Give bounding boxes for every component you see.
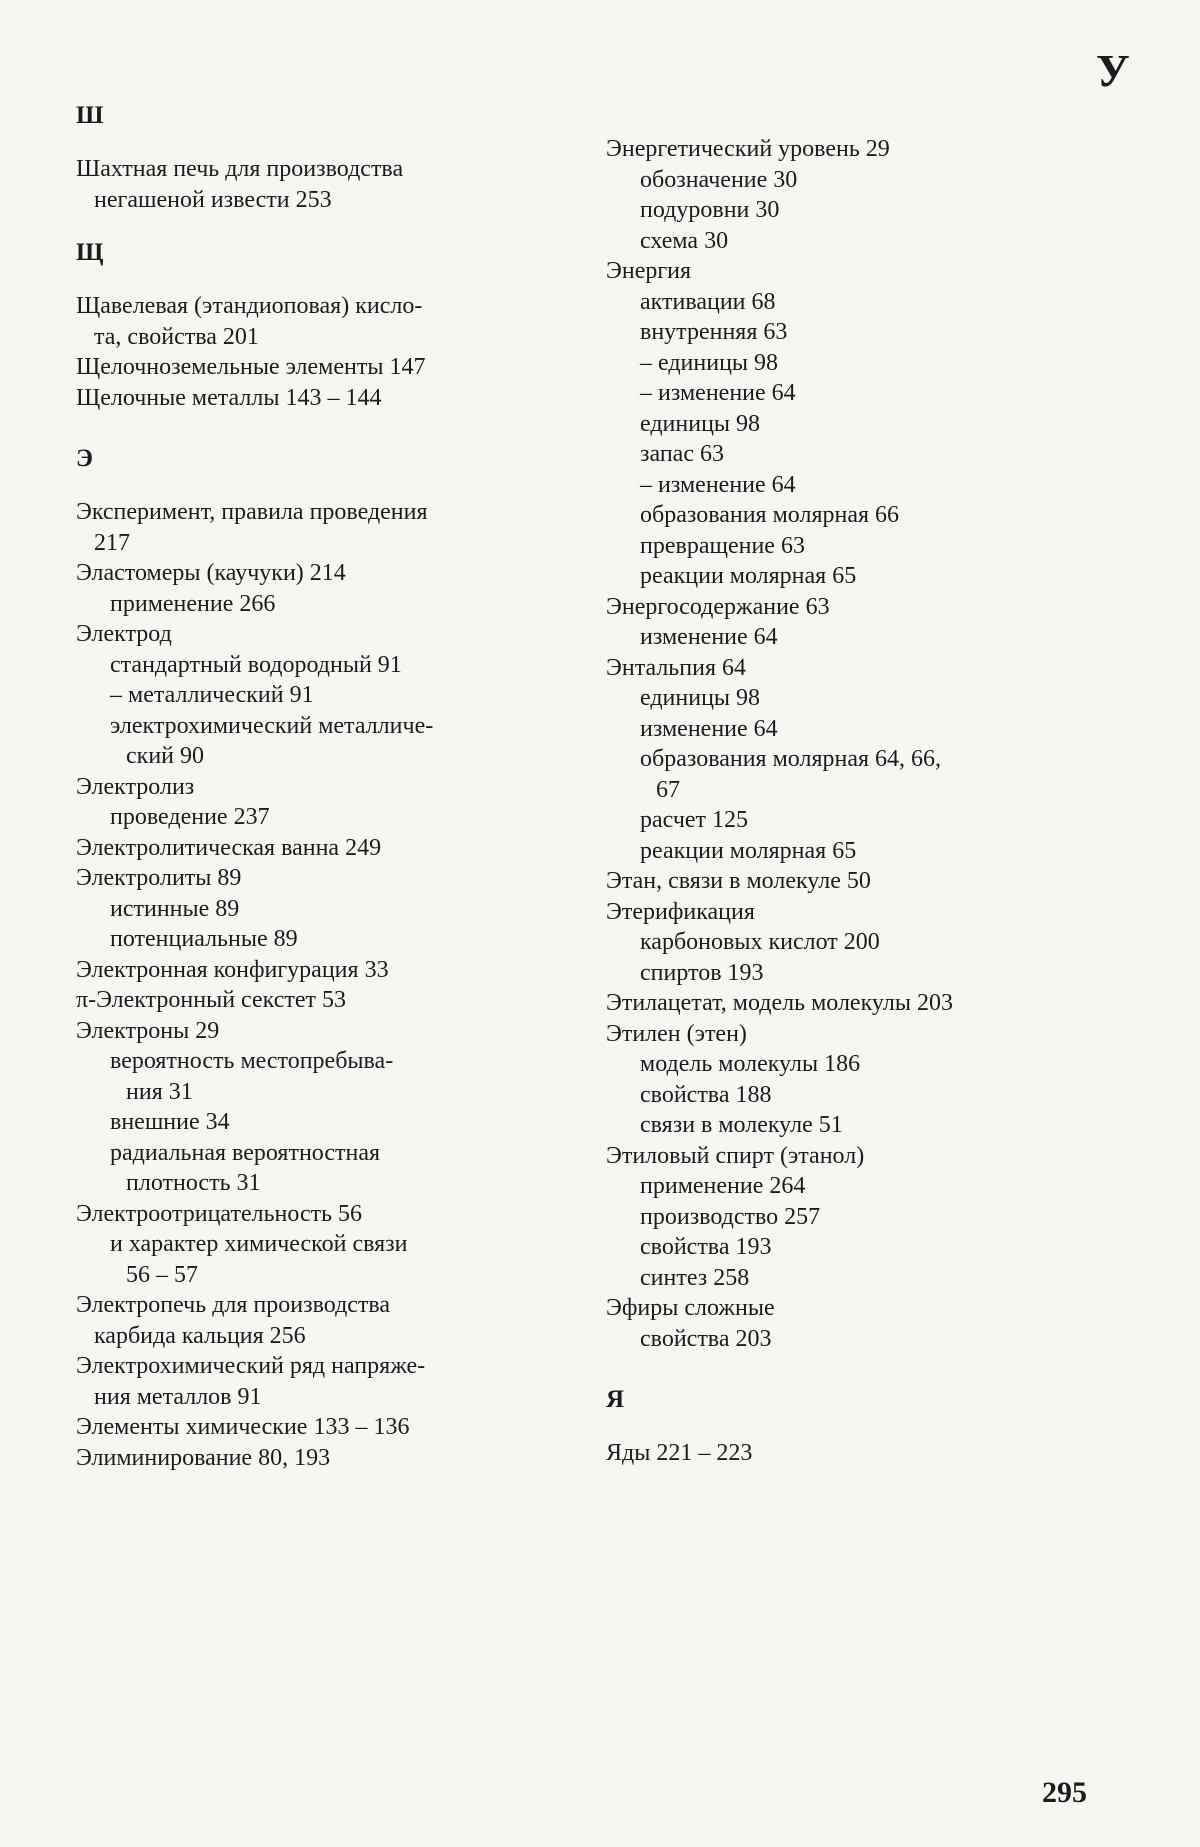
- index-entry: Эластомеры (каучуки) 214: [76, 560, 346, 586]
- index-subentry: свойства 203: [640, 1325, 772, 1352]
- index-subentry: активации 68: [640, 288, 776, 315]
- section-ya-entries: [606, 1438, 1126, 1469]
- index-subentry: свойства 193: [640, 1234, 772, 1260]
- index-entry: Энергетический уровень 29: [606, 136, 890, 162]
- index-subentry: радиальная вероятностная: [110, 1139, 381, 1166]
- section-e-entries-continued: [606, 134, 1126, 1354]
- index-subentry: применение 264: [640, 1173, 806, 1199]
- index-entry: Энергосодержание 63: [606, 593, 830, 620]
- index-entry: Этилен (этен): [606, 1020, 747, 1047]
- section-sha-entries: [76, 154, 536, 215]
- index-subentry: реакции молярная 65: [640, 563, 857, 589]
- index-entry: Электроотрицательность 56: [76, 1200, 363, 1227]
- index-subentry: схема 30: [640, 227, 729, 254]
- index-entry: Электролитическая ванна 249: [76, 834, 382, 861]
- index-subentry-continuation: ния 31: [126, 1078, 193, 1105]
- index-entry: Элиминирование 80, 193: [76, 1444, 331, 1471]
- index-entry: Электролиты 89: [76, 865, 242, 891]
- index-entry: Электронная конфигурация 33: [76, 956, 389, 983]
- index-subentry: – изменение 64: [640, 471, 796, 498]
- index-subentry: единицы 98: [640, 685, 761, 711]
- index-entry: Щавелевая (этандиоповая) кисло-: [76, 293, 423, 319]
- index-subentry: спиртов 193: [640, 959, 764, 986]
- index-entry: Шахтная печь для производства: [76, 156, 404, 182]
- index-column-right: [606, 134, 1126, 1469]
- index-entry: Энергия: [606, 258, 692, 284]
- index-subentry: образования молярная 64, 66,: [640, 746, 942, 772]
- index-entry: Энтальпия 64: [606, 654, 746, 681]
- section-letter-shcha: Щ: [76, 239, 104, 266]
- index-subentry-continuation: плотность 31: [126, 1170, 261, 1196]
- index-subentry: свойства 188: [640, 1081, 772, 1108]
- section-shcha-entries: [76, 291, 536, 413]
- index-entry: Элементы химические 133 – 136: [76, 1414, 410, 1440]
- index-subentry: модель молекулы 186: [640, 1051, 861, 1077]
- index-subentry: подуровни 30: [640, 197, 780, 223]
- index-entry-continuation: та, свойства 201: [94, 323, 259, 350]
- index-entry: Щелочные металлы 143 – 144: [76, 384, 382, 411]
- index-subentry: изменение 64: [640, 624, 778, 650]
- index-subentry: и характер химической связи: [110, 1231, 408, 1257]
- section-letter-e: Э: [76, 445, 93, 472]
- index-subentry: – металлический 91: [110, 682, 314, 708]
- index-subentry: связи в молекуле 51: [640, 1112, 843, 1138]
- index-entry: Эфиры сложные: [606, 1295, 775, 1321]
- index-entry-continuation: ния металлов 91: [94, 1383, 262, 1410]
- index-entry: Этерификация: [606, 898, 755, 925]
- index-entry: Этилацетат, модель молекулы 203: [606, 990, 953, 1016]
- section-e-entries: [76, 497, 536, 1473]
- section-letter-sha: Ш: [76, 102, 104, 129]
- index-subentry: изменение 64: [640, 715, 778, 742]
- index-entry: Электрохимический ряд напряже-: [76, 1353, 426, 1379]
- index-subentry: производство 257: [640, 1203, 821, 1230]
- index-entry-continuation: карбида кальция 256: [94, 1322, 306, 1349]
- index-entry: π-Электронный секстет 53: [76, 987, 346, 1013]
- index-subentry: электрохимический металличе-: [110, 712, 434, 739]
- corner-letter-mark: У: [1096, 45, 1130, 96]
- index-subentry: синтез 258: [640, 1264, 750, 1291]
- index-subentry: истинные 89: [110, 895, 240, 922]
- index-subentry: применение 266: [110, 590, 276, 617]
- index-subentry: карбоновых кислот 200: [640, 929, 880, 955]
- index-subentry: – изменение 64: [640, 380, 796, 406]
- index-entry: Электролиз: [76, 773, 195, 800]
- index-column-left: [76, 96, 536, 1473]
- index-subentry: единицы 98: [640, 410, 761, 437]
- index-subentry: расчет 125: [640, 807, 749, 833]
- index-subentry: стандартный водородный 91: [110, 651, 402, 678]
- index-subentry: реакции молярная 65: [640, 837, 857, 864]
- index-entry: Электроны 29: [76, 1017, 220, 1044]
- index-entry: Этиловый спирт (этанол): [606, 1142, 865, 1169]
- index-subentry: обозначение 30: [640, 166, 798, 193]
- index-subentry: проведение 237: [110, 804, 270, 830]
- index-subentry: внутренняя 63: [640, 319, 788, 345]
- index-subentry: запас 63: [640, 441, 724, 467]
- index-entry: Этан, связи в молекуле 50: [606, 868, 871, 894]
- index-entry: Эксперимент, правила проведения: [76, 499, 428, 525]
- index-subentry: вероятность местопребыва-: [110, 1048, 394, 1074]
- index-subentry-continuation: 56 – 57: [126, 1261, 198, 1288]
- index-entry: Яды 221 – 223: [606, 1440, 753, 1466]
- index-subentry: потенциальные 89: [110, 926, 298, 952]
- index-entry: Электропечь для производства: [76, 1292, 391, 1318]
- index-subentry-continuation: 67: [656, 776, 680, 803]
- index-entry: Щелочноземельные элементы 147: [76, 354, 426, 380]
- index-entry-continuation: негашеной извести 253: [94, 186, 332, 213]
- section-letter-ya: Я: [606, 1386, 625, 1413]
- index-subentry-continuation: ский 90: [126, 743, 204, 769]
- page-number: 295: [1042, 1776, 1087, 1809]
- index-subentry: образования молярная 66: [640, 502, 900, 528]
- index-subentry: – единицы 98: [640, 349, 779, 376]
- index-subentry: внешние 34: [110, 1109, 230, 1135]
- index-entry-continuation: 217: [94, 529, 130, 556]
- index-entry: Электрод: [76, 621, 172, 647]
- index-subentry: превращение 63: [640, 532, 805, 559]
